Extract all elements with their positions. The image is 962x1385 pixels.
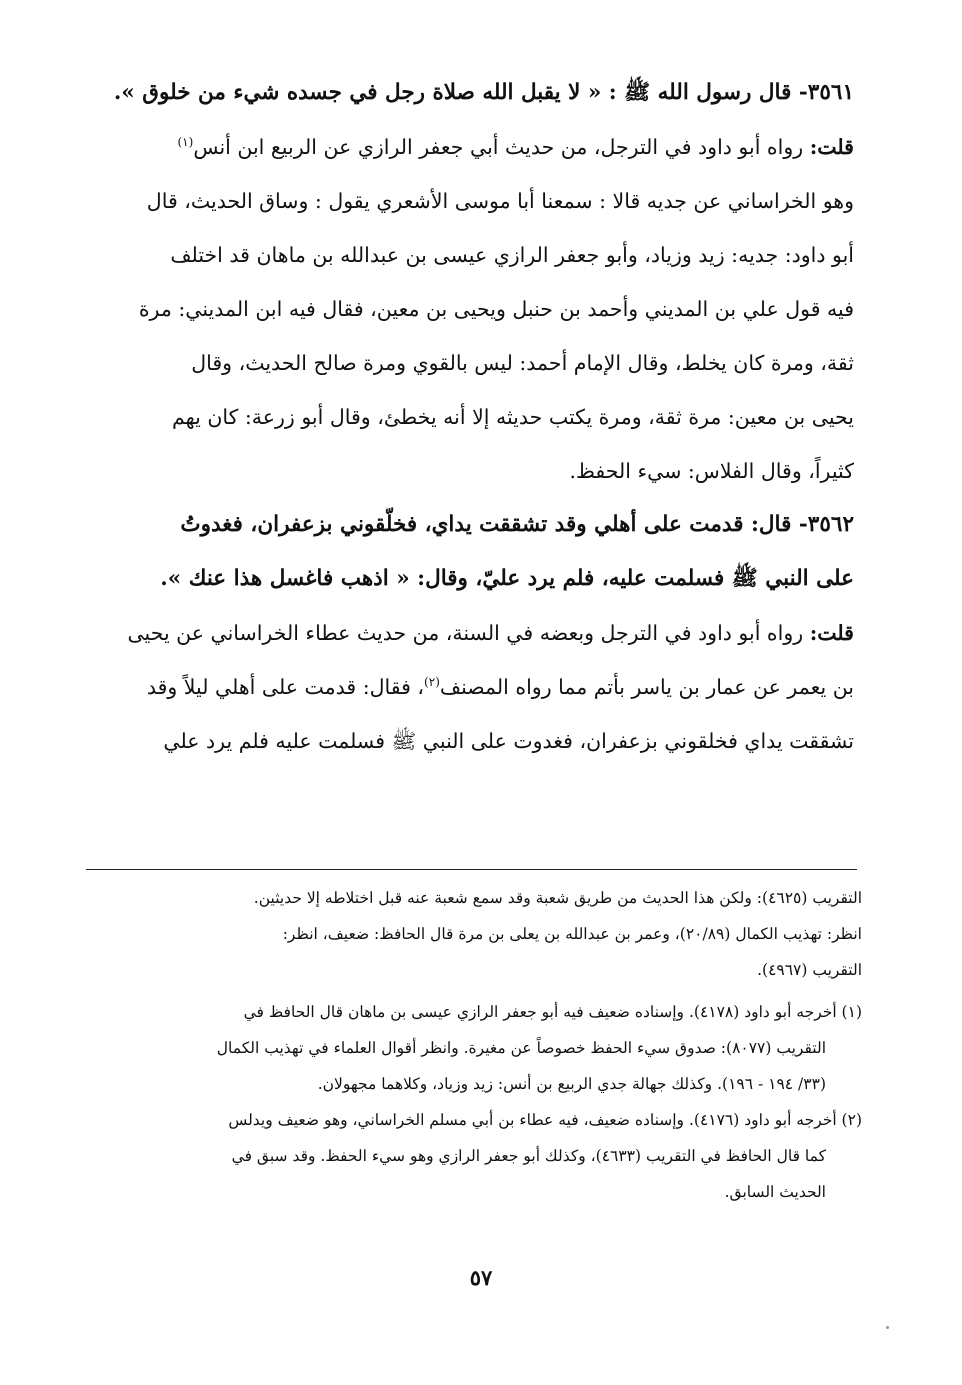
hadith-number: ٣٥٦٢-	[798, 512, 854, 537]
commentary-line: أبو داود: جديه: زيد وزياد، وأبو جعفر الرازي عيسى بن عبدالله بن ماهان قد اختلف	[170, 243, 854, 267]
footnote-1-line: التقريب (٨٠٧٧): صدوق سيء الحفظ خصوصاً عن مغيرة. وانظر أقوال العلماء في تهذيب الكمال	[216, 1039, 826, 1057]
footnote-2-line: الحديث السابق.	[724, 1183, 826, 1201]
footnote-ref: (١)	[177, 135, 194, 150]
hadith-3562	[78, 498, 854, 552]
qultu-label: قلت:	[809, 135, 854, 159]
footnote-continued: التقريب (٤٩٦٧).	[757, 961, 862, 979]
line-text: بن يعمر عن عمار بن ياسر بأتم مما رواه المصنف	[439, 675, 854, 699]
footnote-2: (٢) أخرجه أبو داود (٤١٧٦). وإسناده ضعيف، فيه عطاء بن أبي مسلم الخراساني، وهو ضعيف ويدلس	[228, 1111, 862, 1129]
hadith-text: قال رسول الله ﷺ : « لا يقبل الله صلاة رجل في جسده شيء من خلوق ».	[113, 80, 792, 105]
line-text: رواه أبو داود في الترجل، من حديث أبي جعفر الرازي عن الربيع ابن أنس	[193, 135, 804, 159]
footnote-2-line: كما قال الحافظ في التقريب (٤٦٣٣)، وكذلك أبو جعفر الرازي وهو سيء الحفظ. وقد سبق في	[231, 1147, 826, 1165]
footnotes	[80, 880, 862, 1210]
commentary-line: تشققت يداي فخلقوني بزعفران، فغدوت على النبي ﷺ فسلمت عليه فلم يرد علي	[163, 729, 854, 753]
hadith-3562-cont: على النبي ﷺ فسلمت عليه، فلم يرد عليّ، وقال: « اذهب فاغسل هذا عنك ».	[160, 566, 854, 591]
commentary-line	[78, 120, 854, 174]
qultu-label: قلت:	[809, 621, 854, 645]
line-text: ، فقال: قدمت على أهلي ليلاً وقد	[146, 675, 425, 699]
footnote-ref: (٢)	[424, 675, 440, 690]
footnote-divider	[86, 869, 857, 870]
footnote-continued: انظر: تهذيب الكمال (٢٠/٨٩)، وعمر بن عبدالله بن يعلى بن مرة قال الحافظ: ضعيف، انظر:	[282, 925, 862, 943]
commentary-line	[78, 606, 854, 660]
page-number: ٥٧	[469, 1265, 493, 1290]
hadith-3561	[78, 66, 854, 120]
commentary-line: وهو الخراساني عن جديه قالا : سمعنا أبا موسى الأشعري يقول : وساق الحديث، قال	[146, 189, 854, 213]
commentary-line: كثيراً، وقال الفلاس: سيء الحفظ.	[569, 459, 854, 483]
commentary-line	[78, 660, 854, 714]
hadith-number: ٣٥٦١-	[798, 80, 854, 105]
footnote-1-line: (٣٣/ ١٩٤ - ١٩٦). وكذلك جهالة جدي الربيع بن أنس: زيد وزياد، وكلاهما مجهولان.	[317, 1075, 826, 1093]
scan-speck	[886, 1326, 889, 1329]
hadith-text: قال: قدمت على أهلي وقد تشققت يداي، فخلّقوني بزعفران، فغدوتُ	[180, 512, 792, 537]
commentary-line: ثقة، ومرة كان يخلط، وقال الإمام أحمد: ليس بالقوي ومرة صالح الحديث، وقال	[191, 351, 854, 375]
commentary-line: فيه قول علي بن المديني وأحمد بن حنبل ويحيى بن معين، فقال فيه ابن المديني: مرة	[138, 297, 854, 321]
footnote-continued: التقريب (٤٦٢٥): ولكن هذا الحديث من طريق شعبة وقد سمع شعبة عنه قبل اختلاطه إلا حديثين.	[253, 889, 862, 907]
footnote-1: (١) أخرجه أبو داود (٤١٧٨). وإسناده ضعيف فيه أبو جعفر الرازي عيسى بن ماهان قال الحافظ في	[243, 1003, 862, 1021]
line-text: رواه أبو داود في الترجل وبعضه في السنة، من حديث عطاء الخراساني عن يحيى	[127, 621, 804, 645]
main-text	[78, 66, 854, 768]
commentary-line: يحيى بن معين: مرة ثقة، ومرة يكتب حديثه إلا أنه يخطئ، وقال أبو زرعة: كان يهم	[172, 405, 854, 429]
